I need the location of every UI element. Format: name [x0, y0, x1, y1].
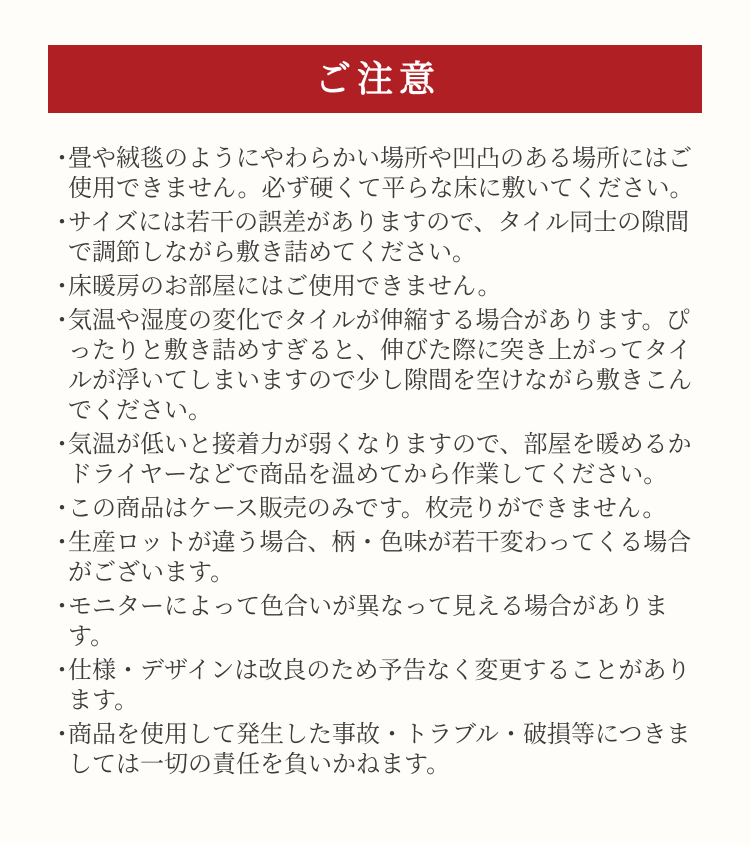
bullet-marker: ・	[50, 431, 74, 458]
notice-item-text: 気温が低いと接着力が弱くなりますので、部屋を暖めるかドライヤーなどで商品を温めてから作業してください。	[68, 431, 692, 488]
notice-item	[50, 656, 700, 716]
bullet-marker: ・	[50, 209, 74, 236]
bullet-marker: ・	[50, 657, 74, 684]
notice-item-text: 床暖房のお部屋にはご使用できません。	[68, 273, 502, 300]
notice-item-text: 仕様・デザインは改良のため予告なく変更することがあります。	[68, 657, 691, 714]
bullet-marker: ・	[50, 593, 74, 620]
notice-item-text: 畳や絨毯のようにやわらかい場所や凹凸のある場所にはご使用できません。必ず硬くて平らな床に敷いてください。	[68, 145, 694, 202]
notice-item	[50, 144, 700, 204]
bullet-marker: ・	[50, 721, 74, 748]
bullet-marker: ・	[50, 273, 74, 300]
notice-item-text: サイズには若干の誤差がありますので、タイル同士の隙間で調節しながら敷き詰めてください。	[68, 209, 690, 266]
notice-item	[50, 430, 700, 490]
notice-item-text: 気温や湿度の変化でタイルが伸縮する場合があります。ぴったりと敷き詰めすぎると、伸びた際に突き上がってタイルが浮いてしまいますので少し隙間を空けながら敷きこんでください。	[68, 307, 692, 424]
page-title: ご注意	[314, 58, 441, 99]
notice-item	[50, 494, 700, 524]
notice-item-text: 生産ロットが違う場合、柄・色味が若干変わってくる場合がございます。	[68, 529, 692, 586]
notice-item	[50, 720, 700, 780]
bullet-marker: ・	[50, 495, 74, 522]
notice-item	[50, 272, 700, 302]
notice-item-text: モニターによって色合いが異なって見える場合があります。	[68, 593, 668, 650]
notice-item	[50, 306, 700, 426]
notice-item-text: この商品はケース販売のみです。枚売りができません。	[68, 495, 667, 522]
notice-header-banner	[48, 45, 702, 113]
notice-item	[50, 208, 700, 268]
notice-page	[0, 45, 750, 845]
bullet-marker: ・	[50, 307, 74, 334]
bullet-marker: ・	[50, 529, 74, 556]
bullet-marker: ・	[50, 145, 74, 172]
notice-item	[50, 528, 700, 588]
notice-item	[50, 592, 700, 652]
notice-item-text: 商品を使用して発生した事故・トラブル・破損等につきましては一切の責任を負いかねます。	[68, 721, 691, 778]
notices-list	[50, 144, 700, 780]
